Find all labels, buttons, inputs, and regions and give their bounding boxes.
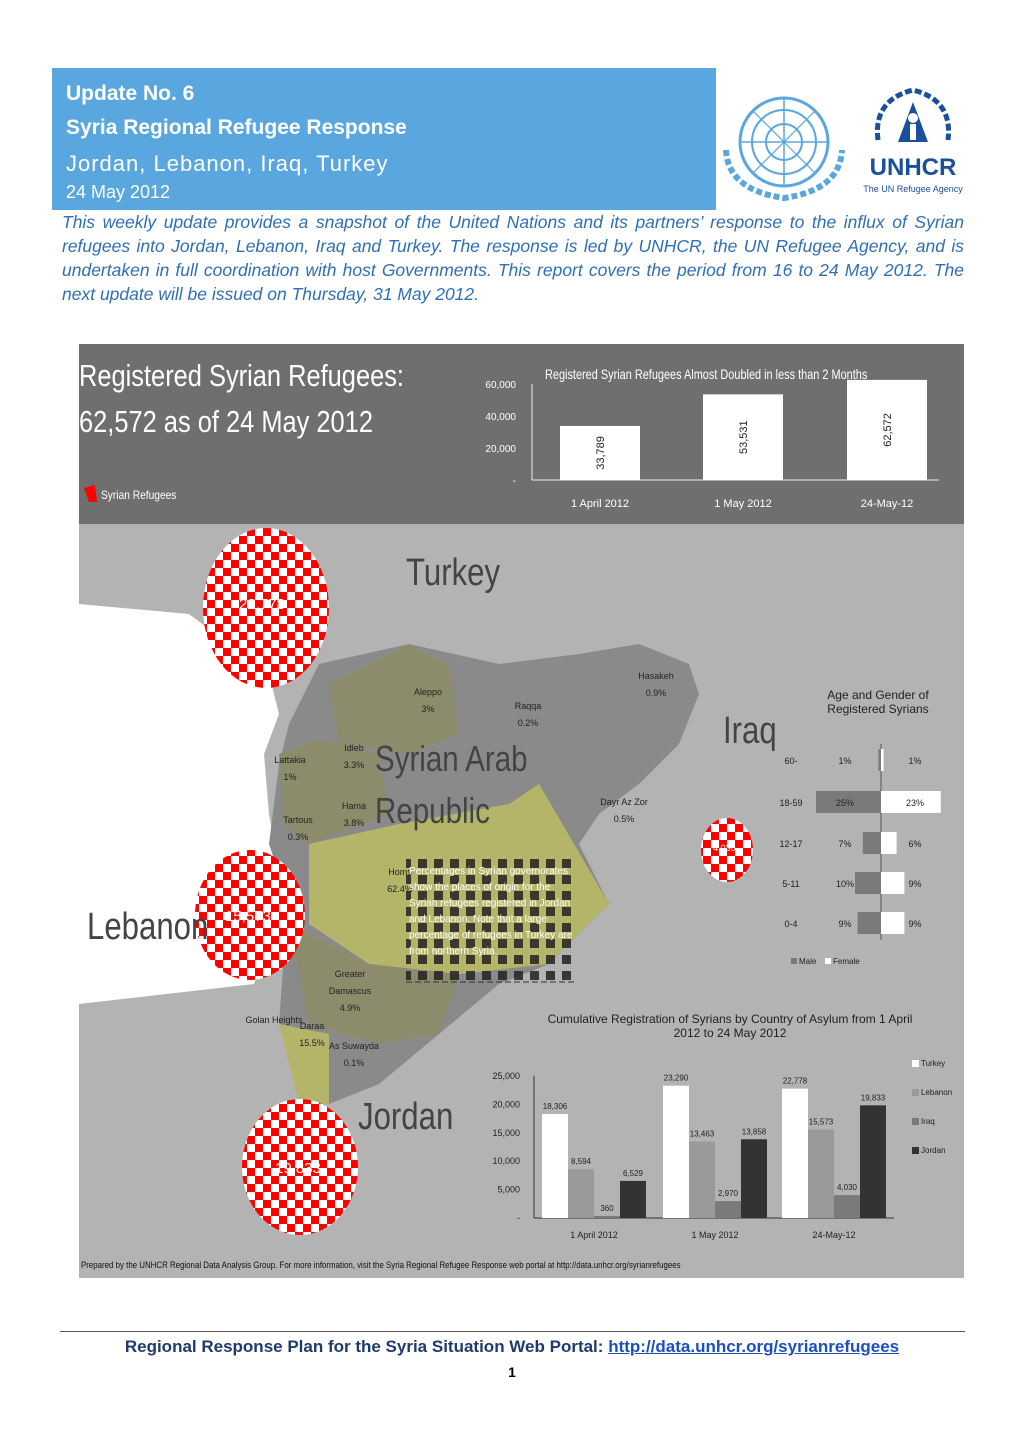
chart2-bar-female	[881, 912, 904, 934]
governorate-name: Aleppo	[413, 687, 443, 697]
unhcr-wordmark: UNHCR	[869, 154, 957, 181]
governorate-label	[595, 794, 653, 828]
chart2-female-label: 23%	[905, 798, 925, 808]
chart2-bar-female	[881, 872, 904, 894]
governorate-name: Hama	[341, 801, 366, 811]
label-iraq: Iraq	[723, 710, 777, 752]
chart3-ytick: 25,000	[492, 1071, 520, 1081]
governorate-label	[325, 740, 383, 774]
governorate-label	[499, 698, 557, 732]
governorate-name: Homs	[388, 867, 412, 877]
chart3-value-label: 13,858	[741, 1127, 767, 1137]
chart2-female-label: 6%	[908, 839, 922, 849]
chart3-value-label: 22,778	[782, 1076, 808, 1086]
footer-text: Regional Response Plan for the Syria Situation Web Portal:	[124, 1337, 604, 1356]
chart3-value-label: 15,573	[808, 1117, 834, 1127]
chart2-legend-male-swatch	[791, 958, 797, 964]
bubble-lebanon-value: 15,573	[225, 908, 271, 925]
chart3-xtick: 1 May 2012	[691, 1230, 739, 1240]
portal-link[interactable]: http://data.unhcr.org/syrianrefugees	[608, 1337, 900, 1356]
chart3-value-label: 2,970	[717, 1189, 739, 1199]
chart3-bar	[860, 1105, 886, 1218]
governorate-name: Golan Heights	[245, 1015, 303, 1025]
governorate-name: Lattakia	[274, 755, 306, 765]
chart1-xtick: 1 April 2012	[570, 498, 630, 510]
infographic-canvas	[79, 344, 964, 1278]
governorate-name: Tartous	[283, 815, 313, 825]
bubble-iraq-value: 4,030	[713, 843, 736, 853]
governorate-pct: 1%	[283, 772, 297, 782]
governorate-label	[399, 684, 457, 718]
governorate-pct: 0.3%	[287, 832, 309, 842]
chart3-legend-swatch	[912, 1060, 919, 1067]
chart1-ytick: 20,000	[485, 444, 516, 455]
chart3-legend-label: Jordan	[921, 1146, 946, 1155]
chart3-bar	[594, 1216, 620, 1218]
governorate-pct: 4.9%	[339, 1003, 361, 1013]
chart1-ytick: -	[512, 476, 516, 487]
chart1-xtick: 24-May-12	[860, 498, 914, 510]
report-date: 24 May 2012	[66, 182, 171, 202]
chart3-value-label: 13,463	[689, 1129, 715, 1139]
governorate-name: Raqqa	[514, 701, 542, 711]
headline-line2: 62,572 as of 24 May 2012	[79, 404, 373, 439]
chart1-value-label: 62,572	[882, 413, 894, 447]
governorate-pct: 0.5%	[613, 814, 635, 824]
header-banner	[52, 68, 716, 210]
chart3-bar	[689, 1142, 715, 1218]
chart3-ytick: 15,000	[492, 1127, 520, 1138]
chart3-ytick: 10,000	[492, 1156, 520, 1167]
governorate-label	[269, 812, 327, 846]
governorate-pct: 15.5%	[299, 1038, 325, 1048]
chart3-value-label: 19,833	[860, 1093, 886, 1103]
headline-line1: Registered Syrian Refugees:	[79, 358, 404, 393]
update-number: Update No. 6	[66, 82, 195, 105]
chart1-ytick: 60,000	[485, 380, 516, 391]
chart2-category: 18-59	[779, 798, 803, 808]
governorate-name: As Suwayda	[328, 1041, 380, 1051]
bubble-turkey-value: 22,778	[239, 596, 285, 613]
chart2-bar-male	[855, 872, 881, 894]
report-title: Syria Regional Refugee Response	[66, 116, 407, 139]
chart2-category: 12-17	[779, 839, 803, 849]
chart3-legend-label: Turkey	[921, 1059, 946, 1068]
governorate-pct: 0.9%	[645, 688, 667, 698]
chart2-title: Age and Gender of Registered Syrians	[827, 688, 929, 716]
governorate-pct: 62.4%	[387, 884, 413, 894]
chart2-female-label: 9%	[908, 879, 922, 889]
chart2-bar-male	[878, 749, 881, 771]
governorate-label	[321, 966, 379, 1017]
logos	[718, 80, 976, 206]
infographic-panel	[79, 344, 964, 1278]
governorate-pct: 3.3%	[343, 760, 365, 770]
chart2-bar-female	[881, 832, 897, 854]
countries-subtitle: Jordan, Lebanon, Iraq, Turkey	[66, 151, 389, 176]
governorate-label	[325, 798, 383, 832]
footer-rule	[60, 1331, 965, 1332]
chart2-female-label: 1%	[908, 756, 922, 766]
chart3-ytick: 5,000	[497, 1184, 520, 1195]
chart3-value-label: 6,529	[622, 1168, 644, 1178]
governorate-name: Daraa	[299, 1021, 325, 1031]
refugee-legend-label: Syrian Refugees	[101, 488, 177, 502]
chart2-male-label: 1%	[838, 756, 852, 766]
chart3-bar	[568, 1169, 594, 1218]
chart3-value-label: 18,306	[542, 1102, 568, 1112]
governorate-label	[261, 752, 319, 786]
chart3-ytick: -	[517, 1213, 520, 1223]
chart1-value-label: 33,789	[595, 436, 607, 470]
chart1-title: Registered Syrian Refugees Almost Doubled in less than 2 Months	[545, 366, 868, 382]
label-syria-2: Republic	[375, 790, 490, 831]
chart2-male-label: 9%	[838, 919, 852, 929]
chart2-category: 0-4	[784, 919, 798, 929]
footer	[0, 1337, 1024, 1357]
chart2-male-label: 7%	[838, 839, 852, 849]
chart3-legend-swatch	[912, 1089, 919, 1096]
bubble-jordan-value: 19,833	[275, 1160, 321, 1177]
chart2-legend-female: Female	[833, 957, 860, 966]
chart2-female-label: 9%	[908, 919, 922, 929]
governorate-label	[325, 1038, 383, 1072]
chart3-value-label: 8,594	[570, 1157, 592, 1167]
chart3-legend-label: Iraq	[921, 1117, 935, 1126]
label-lebanon: Lebanon	[87, 906, 209, 948]
chart3-bar	[663, 1086, 689, 1218]
chart3-bar	[782, 1089, 808, 1218]
chart3-bar	[620, 1181, 646, 1218]
unhcr-emblem-icon	[863, 90, 963, 194]
chart2-bar-male	[858, 912, 881, 934]
intro-paragraph: This weekly update provides a snapshot of the United Nations and its partners’ response to the influx of Syrian refugees into Jordan, Lebanon, Iraq and Turkey. The response is led by UNHCR, the UN Refugee Agency, and is undertaken in full coordination with host Governments. This report covers the period from 16 to 24 May 2012. The next update will be issued on Thursday, 31 May 2012.	[62, 212, 964, 304]
governorate-pct: 0.1%	[343, 1058, 365, 1068]
governorate-pct: 3.8%	[343, 818, 365, 828]
governorate-label	[627, 668, 685, 702]
label-jordan: Jordan	[358, 1096, 454, 1138]
chart2-legend-female-swatch	[825, 958, 831, 964]
chart1-xtick: 1 May 2012	[714, 498, 772, 510]
chart2-category: 60-	[784, 756, 798, 766]
chart3-value-label: 23,290	[663, 1073, 689, 1083]
chart1-ytick: 40,000	[485, 412, 516, 423]
chart3-ytick: 20,000	[492, 1099, 520, 1110]
label-syria-1: Syrian Arab	[375, 738, 528, 779]
governorate-name: Dayr Az Zor	[600, 797, 648, 807]
chart2-bar-male	[863, 832, 881, 854]
label-turkey: Turkey	[406, 552, 501, 594]
governorate-pct: 3%	[421, 704, 435, 714]
chart3-xtick: 1 April 2012	[570, 1230, 618, 1240]
chart3-bar	[542, 1114, 568, 1218]
chart3-bar	[741, 1139, 767, 1218]
chart2-category: 5-11	[782, 879, 800, 889]
un-emblem-icon	[726, 98, 842, 198]
chart3-bar	[715, 1201, 741, 1218]
chart1-value-label: 53,531	[738, 420, 750, 455]
chart2-legend-male: Male	[799, 957, 817, 966]
chart2-male-label: 10%	[835, 879, 855, 889]
governorate-name: Greater Damascus	[328, 969, 372, 996]
unhcr-tagline: The UN Refugee Agency	[863, 184, 963, 194]
chart3-legend-label: Lebanon	[921, 1088, 953, 1097]
chart3-bar	[808, 1130, 834, 1218]
chart3-xtick: 24-May-12	[812, 1230, 856, 1240]
chart3-legend-swatch	[912, 1118, 919, 1125]
map-note: Percentages in Syrian governorates show the places of origin for the Syrian refugees registered in Jordan and Lebanon. Note that a large percentage of refugees in Turkey are from northern Syria.	[409, 866, 573, 957]
chart2-bar-female	[881, 749, 884, 771]
chart2-male-label: 25%	[835, 798, 855, 808]
credit-line: Prepared by the UNHCR Regional Data Analysis Group. For more information, visit the Syria Regional Refugee Response web portal at http://data.unhcr.org/syrianrefugees	[81, 1260, 681, 1271]
chart3-legend-swatch	[912, 1147, 919, 1154]
governorate-name: Idleb	[344, 743, 364, 753]
governorate-pct: 0.2%	[517, 718, 539, 728]
chart3-value-label: 4,030	[836, 1183, 858, 1193]
page-number: 1	[508, 1364, 516, 1380]
governorate-name: Hasakeh	[638, 671, 674, 681]
chart3-value-label: 360	[600, 1203, 614, 1213]
chart3-title: Cumulative Registration of Syrians by Country of Asylum from 1 April 2012 to 24 May 2012	[547, 1012, 913, 1040]
chart3-bar	[834, 1195, 860, 1218]
